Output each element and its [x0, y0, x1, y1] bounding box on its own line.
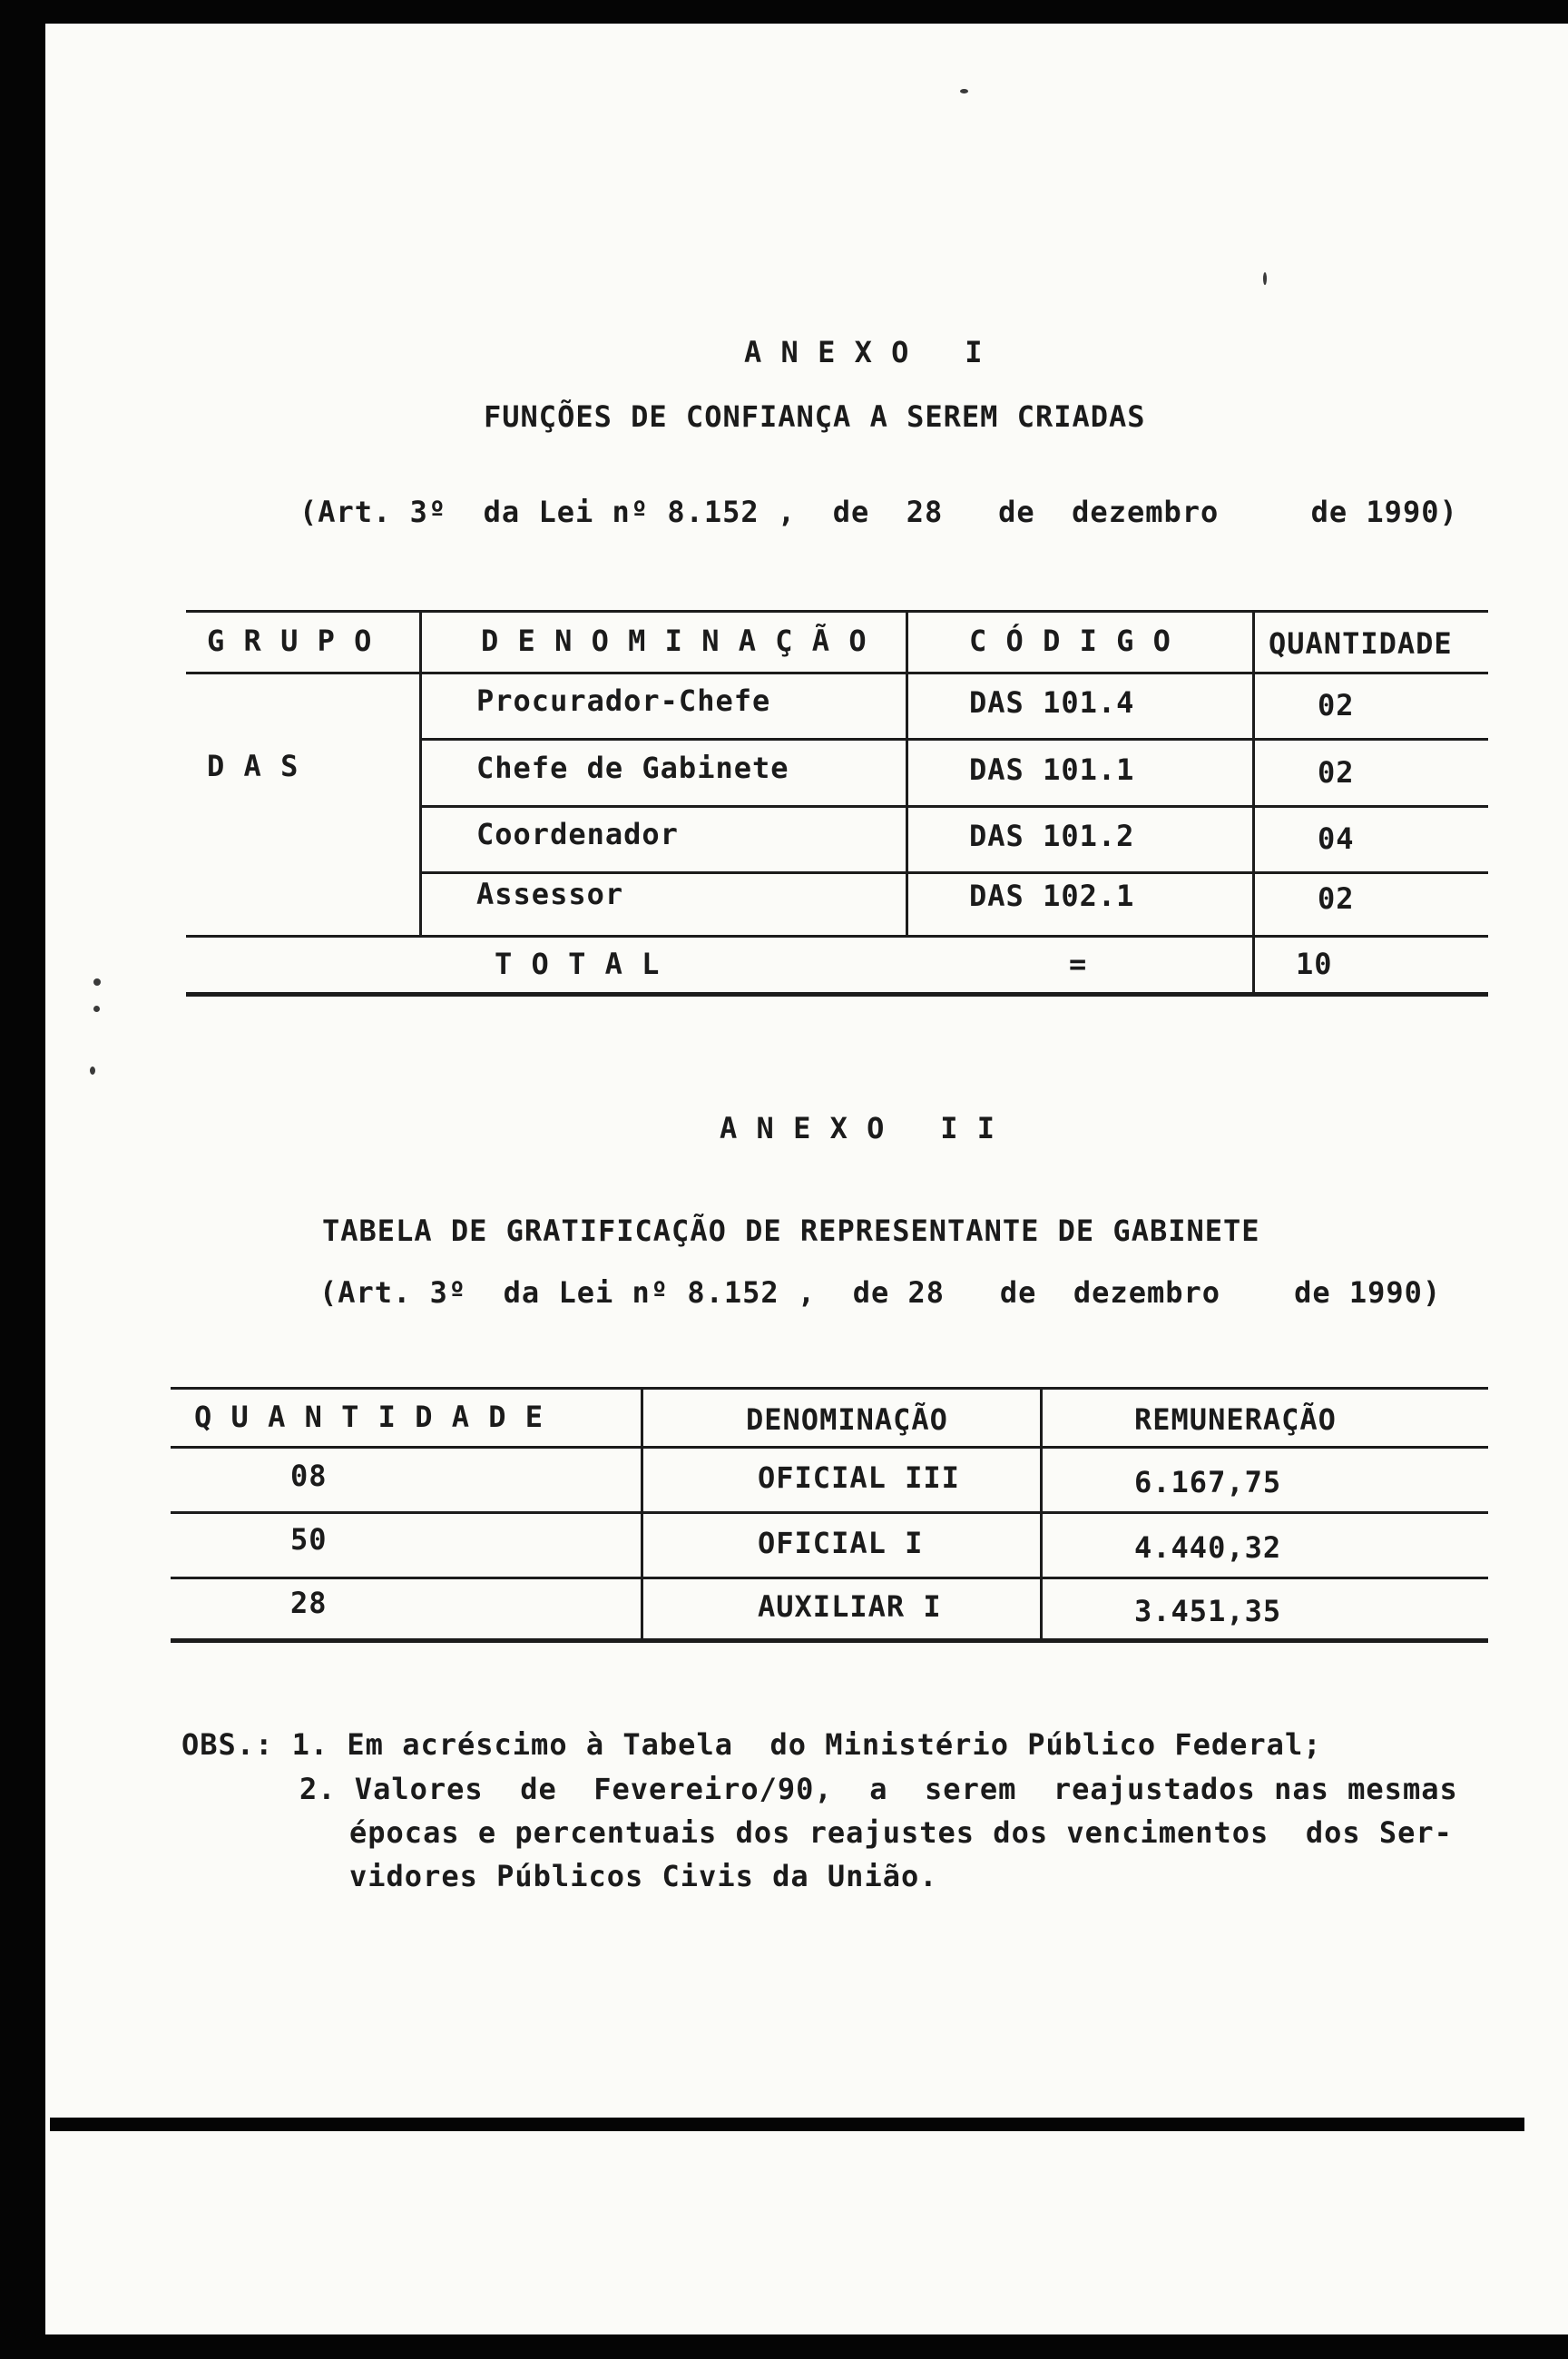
table2-border-top	[171, 1387, 1488, 1390]
table1-column-divider	[1252, 610, 1255, 995]
bottom-rule	[50, 2118, 1524, 2131]
table1-header-quantidade: QUANTIDADE	[1269, 626, 1453, 661]
table1-row-divider	[186, 935, 1488, 938]
scan-speck	[93, 978, 101, 986]
table1-cell-quantidade: 02	[1318, 688, 1355, 722]
table2-cell-quantidade: 08	[290, 1459, 328, 1493]
obs-line-2: 2. Valores de Fevereiro/90, a serem reajustados nas mesmas	[299, 1772, 1458, 1806]
table2-cell-denominacao: OFICIAL I	[758, 1526, 924, 1560]
table2-border-header	[171, 1446, 1488, 1449]
table1-group-label: D A S	[207, 749, 299, 783]
table1-column-divider	[419, 610, 422, 935]
table2-border-bottom	[171, 1638, 1488, 1643]
table2-column-divider	[641, 1387, 643, 1641]
table1-total-value: 10	[1296, 947, 1333, 981]
scan-edge-left	[0, 0, 45, 2359]
anexo1-subtitle: FUNÇÕES DE CONFIANÇA A SEREM CRIADAS	[484, 399, 1146, 434]
anexo1-law-line: (Art. 3º da Lei nº 8.152 , de 28 de dezembro de 1990)	[299, 495, 1458, 529]
table2-row-divider	[171, 1577, 1488, 1579]
table2-cell-quantidade: 50	[290, 1522, 328, 1557]
anexo2-title: A N E X O I I	[720, 1111, 995, 1145]
table1-cell-quantidade: 04	[1318, 821, 1355, 856]
table2-cell-remuneracao: 4.440,32	[1134, 1530, 1282, 1565]
scan-speck	[960, 89, 968, 93]
table2-cell-quantidade: 28	[290, 1586, 328, 1620]
table1-row-divider	[419, 738, 1488, 741]
table2-header-denominacao: DENOMINAÇÃO	[746, 1402, 948, 1437]
table1-row-divider	[419, 805, 1488, 808]
obs-line-3: épocas e percentuais dos reajustes dos vencimentos dos Ser-	[349, 1815, 1453, 1850]
scan-speck	[93, 1006, 100, 1012]
table1-cell-denominacao: Assessor	[476, 877, 624, 911]
table1-border-top	[186, 610, 1488, 613]
scan-speck	[90, 1066, 95, 1075]
table2-column-divider	[1040, 1387, 1043, 1641]
table2-cell-remuneracao: 6.167,75	[1134, 1465, 1282, 1499]
table1-cell-codigo: DAS 101.1	[969, 752, 1135, 787]
table2-cell-remuneracao: 3.451,35	[1134, 1594, 1282, 1628]
obs-line-1: OBS.: 1. Em acréscimo à Tabela do Ministério Público Federal;	[181, 1727, 1322, 1762]
table1-header-codigo: C Ó D I G O	[969, 624, 1171, 658]
anexo2-law-line: (Art. 3º da Lei nº 8.152 , de 28 de dezembro de 1990)	[319, 1275, 1442, 1310]
table1-border-bottom	[186, 992, 1488, 997]
anexo2-subtitle: TABELA DE GRATIFICAÇÃO DE REPRESENTANTE DE GABINETE	[322, 1214, 1260, 1248]
table1-cell-codigo: DAS 101.2	[969, 819, 1135, 853]
table1-cell-codigo: DAS 102.1	[969, 879, 1135, 913]
obs-line-4: vidores Públicos Civis da União.	[349, 1859, 938, 1893]
table1-cell-denominacao: Coordenador	[476, 817, 679, 851]
table1-border-header	[186, 672, 1488, 674]
table1-cell-quantidade: 02	[1318, 881, 1355, 916]
table1-header-denominacao: D E N O M I N A Ç Ã O	[481, 624, 867, 658]
scan-speck	[1263, 272, 1267, 285]
scan-edge-top	[0, 0, 1568, 24]
table1-cell-codigo: DAS 101.4	[969, 685, 1135, 720]
table2-cell-denominacao: AUXILIAR I	[758, 1589, 942, 1624]
table1-cell-denominacao: Chefe de Gabinete	[476, 751, 789, 785]
table1-cell-quantidade: 02	[1318, 755, 1355, 790]
table2-row-divider	[171, 1511, 1488, 1514]
table1-total-label: T O T A L	[495, 947, 661, 981]
table1-cell-denominacao: Procurador-Chefe	[476, 683, 771, 718]
table2-header-quantidade: Q U A N T I D A D E	[194, 1400, 544, 1434]
table1-total-equals: =	[1069, 947, 1088, 981]
table2-cell-denominacao: OFICIAL III	[758, 1460, 960, 1495]
table1-column-divider	[906, 610, 908, 935]
anexo1-title: A N E X O I	[744, 335, 984, 369]
scan-edge-bottom	[0, 2334, 1568, 2359]
table1-header-grupo: G R U P O	[207, 624, 373, 658]
table2-header-remuneracao: REMUNERAÇÃO	[1134, 1402, 1337, 1437]
table1-row-divider	[419, 871, 1488, 874]
